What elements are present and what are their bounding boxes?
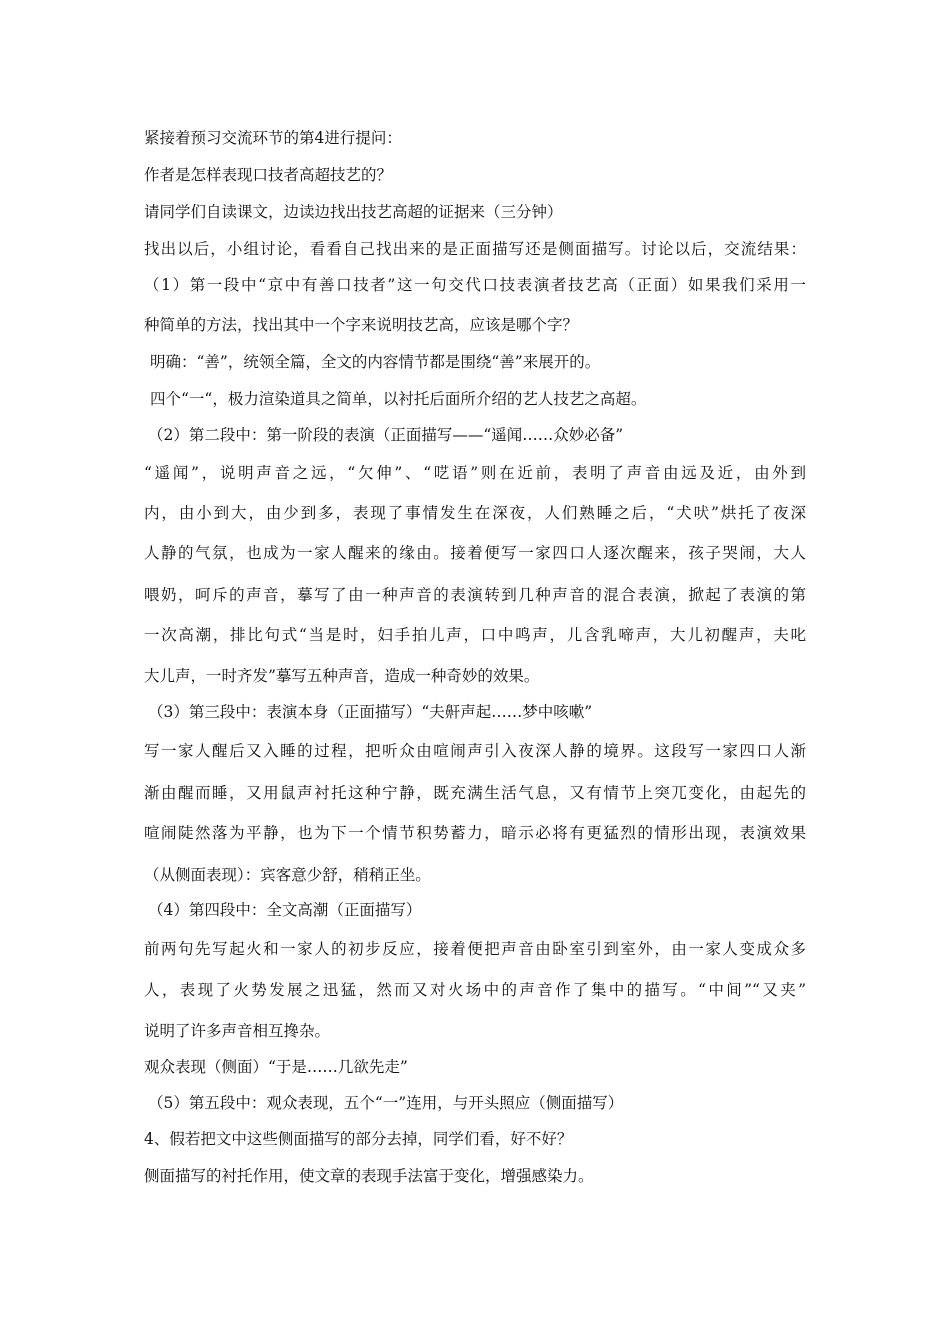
text-line: 写一家人醒后又入睡的过程，把听众由喧闹声引入夜深人静的境界。这段写一家四口人渐 [144, 742, 806, 760]
text-line: （4）第四段中：全文高潮（正面描写） [148, 901, 422, 919]
text-line: 观众表现（侧面）“于是……几欲先走” [144, 1058, 408, 1076]
text-line: 四个“一“，极力渲染道具之简单，以衬托后面所介绍的艺人技艺之高超。 [150, 390, 647, 408]
text-line: 找出以后，小组讨论，看看自己找出来的是正面描写还是侧面描写。讨论以后，交流结果： [144, 240, 806, 258]
text-line: 作者是怎样表现口技者高超技艺的？ [144, 166, 393, 184]
text-line: 大儿声，一时齐发”摹写五种声音，造成一种奇妙的效果。 [144, 667, 540, 685]
text-line: 明确：“善”，统领全篇，全文的内容情节都是围绕“善”来展开的。 [150, 353, 601, 371]
text-line: 4、假若把文中这些侧面描写的部分去掉，同学们看，好不好？ [144, 1130, 573, 1148]
text-line: 喂奶，呵斥的声音，摹写了由一种声音的表演转到几种声音的混合表演，掀起了表演的第 [144, 586, 806, 604]
text-line: （3）第三段中：表演本身（正面描写）“夫鼾声起……梦中咳嗽” [148, 703, 593, 721]
text-line: 紧接着预习交流环节的第4进行提问： [144, 129, 402, 147]
text-line: 喧闹陡然落为平静，也为下一个情节积势蓄力，暗示必将有更猛烈的情形出现，表演效果 [144, 824, 806, 842]
text-line: （5）第五段中：观众表现，五个“一”连用，与开头照应（侧面描写） [148, 1094, 624, 1112]
text-line: 一次高潮，排比句式“当是时，妇手拍儿声，口中鸣声，儿含乳啼声，大儿初醒声，夫叱 [144, 626, 806, 644]
text-line: 人，表现了火势发展之迅猛，然而又对火场中的声音作了集中的描写。“中间”“又夹” [144, 981, 806, 999]
text-line: （2）第二段中：第一阶段的表演（正面描写——“遥闻……众妙必备” [148, 426, 624, 444]
text-line: （从侧面表现）：宾客意少舒，稍稍正坐。 [144, 866, 431, 884]
text-line: 侧面描写的衬托作用，使文章的表现手法富于变化，增强感染力。 [144, 1167, 594, 1185]
text-line: 人静的气氛，也成为一家人醒来的缘由。接着便写一家四口人逐次醒来，孩子哭闹，大人 [144, 544, 806, 562]
text-line: 渐由醒而睡，又用鼠声衬托这种宁静，既充满生活气息，又有情节上突兀变化，由起先的 [144, 784, 806, 802]
text-line: 说明了许多声音相互搀杂。 [144, 1022, 331, 1040]
text-line: （1）第一段中“京中有善口技者”这一句交代口技表演者技艺高（正面）如果我们采用一 [144, 276, 806, 294]
text-line: “遥闻”，说明声音之远，“欠伸”、“呓语”则在近前，表明了声音由远及近，由外到 [144, 464, 806, 482]
text-line: 内，由小到大，由少到多，表现了事情发生在深夜，人们熟睡之后，“犬吠”烘托了夜深 [144, 504, 806, 522]
text-line: 种简单的方法，找出其中一个字来说明技艺高，应该是哪个字？ [144, 316, 579, 334]
text-line: 请同学们自读课文，边读边找出技艺高超的证据来（三分钟） [144, 203, 563, 221]
text-line: 前两句先写起火和一家人的初步反应，接着便把声音由卧室引到室外，由一家人变成众多 [144, 940, 806, 958]
